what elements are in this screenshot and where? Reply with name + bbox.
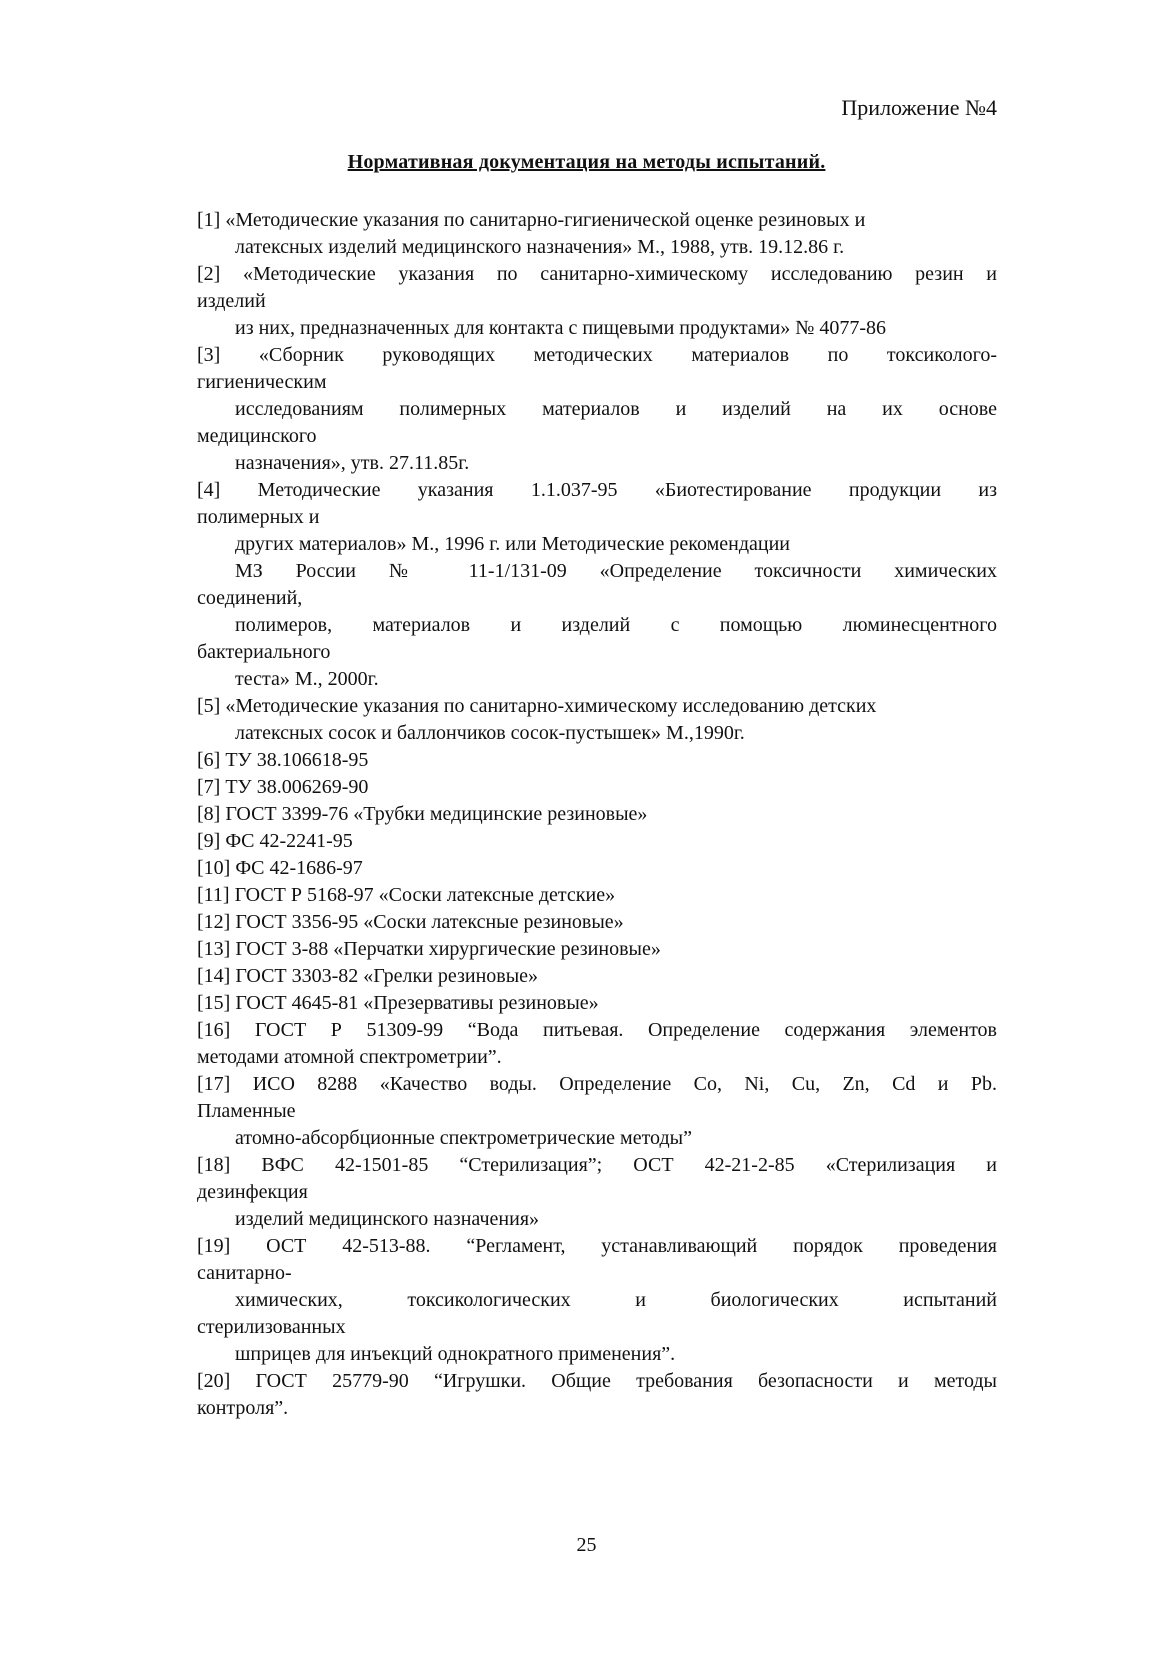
reference-line: [16] ГОСТ Р 51309-99 “Вода питьевая. Определение содержания элементов (197, 1019, 997, 1041)
reference-item (197, 855, 997, 882)
reference-line: Пламенные (197, 1100, 296, 1122)
reference-line: [11] ГОСТ Р 5168-97 «Соски латексные детские» (197, 884, 616, 906)
page-number: 25 (576, 1534, 597, 1556)
reference-line: назначения», утв. 27.11.85г. (235, 452, 470, 474)
reference-line: [8] ГОСТ 3399-76 «Трубки медицинские резиновые» (197, 803, 648, 825)
reference-line: химических, токсикологических и биологических испытаний (235, 1289, 997, 1311)
reference-line: [14] ГОСТ 3303-82 «Грелки резиновые» (197, 965, 539, 987)
reference-line: санитарно- (197, 1262, 292, 1284)
reference-line: [18] ВФС 42-1501-85 “Стерилизация”; ОСТ 42-21-2-85 «Стерилизация и (197, 1154, 997, 1176)
reference-line: [7] ТУ 38.006269-90 (197, 776, 369, 798)
reference-line: [17] ИСО 8288 «Качество воды. Определение Co, Ni, Cu, Zn, Cd и Pb. (197, 1073, 997, 1095)
reference-item (197, 936, 997, 963)
reference-item (197, 1233, 997, 1368)
reference-item (197, 882, 997, 909)
reference-item (197, 774, 997, 801)
reference-line: [10] ФС 42-1686-97 (197, 857, 363, 879)
reference-line: [2] «Методические указания по санитарно-химическому исследованию резин и (197, 263, 997, 285)
reference-line: латексных сосок и баллончиков сосок-пустышек» М.,1990г. (235, 722, 745, 744)
reference-item (197, 747, 997, 774)
reference-line: [4] Методические указания 1.1.037-95 «Биотестирование продукции из (197, 479, 997, 501)
reference-item (197, 801, 997, 828)
reference-item (197, 342, 997, 477)
reference-line: дезинфекция (197, 1181, 308, 1203)
reference-line: [12] ГОСТ 3356-95 «Соски латексные резиновые» (197, 911, 624, 933)
reference-item (197, 693, 997, 747)
reference-line: полимерных и (197, 506, 320, 528)
reference-line: [15] ГОСТ 4645-81 «Презервативы резиновые» (197, 992, 599, 1014)
reference-line: методами атомной спектрометрии”. (197, 1046, 502, 1068)
appendix-label: Приложение №4 (841, 95, 997, 120)
reference-item (197, 828, 997, 855)
reference-item (197, 1152, 997, 1233)
reference-item (197, 1017, 997, 1071)
reference-line: теста» М., 2000г. (235, 668, 379, 690)
reference-item (197, 261, 997, 342)
reference-line: атомно-абсорбционные спектрометрические методы” (235, 1127, 692, 1149)
reference-line: других материалов» М., 1996 г. или Методические рекомендации (235, 533, 790, 555)
reference-line: МЗ России № 11-1/131-09 «Определение токсичности химических (235, 560, 997, 582)
reference-line: бактериального (197, 641, 331, 663)
reference-line: изделий медицинского назначения» (235, 1208, 540, 1230)
reference-item (197, 1368, 997, 1422)
reference-line: стерилизованных (197, 1316, 346, 1338)
reference-line: медицинского (197, 425, 317, 447)
reference-line: [9] ФС 42-2241-95 (197, 830, 353, 852)
reference-item (197, 207, 997, 261)
reference-line: шприцев для инъекций однократного применения”. (235, 1343, 676, 1365)
reference-line: [1] «Методические указания по санитарно-гигиенической оценке резиновых и (197, 209, 866, 231)
reference-line: латексных изделий медицинского назначения» М., 1988, утв. 19.12.86 г. (235, 236, 845, 258)
reference-line: соединений, (197, 587, 303, 609)
reference-item (197, 963, 997, 990)
reference-line: полимеров, материалов и изделий с помощью люминесцентного (235, 614, 997, 636)
reference-line: [19] ОСТ 42-513-88. “Регламент, устанавливающий порядок проведения (197, 1235, 997, 1257)
reference-item (197, 990, 997, 1017)
reference-line: из них, предназначенных для контакта с пищевыми продуктами» № 4077-86 (235, 317, 886, 339)
reference-line: изделий (197, 290, 266, 312)
reference-line: гигиеническим (197, 371, 327, 393)
reference-item (197, 909, 997, 936)
reference-line: [6] ТУ 38.106618-95 (197, 749, 369, 771)
reference-line: [13] ГОСТ 3-88 «Перчатки хирургические резиновые» (197, 938, 661, 960)
reference-line: [3] «Сборник руководящих методических материалов по токсиколого- (197, 344, 997, 366)
reference-line: контроля”. (197, 1397, 289, 1419)
reference-list (197, 207, 997, 1422)
page-title: Нормативная документация на методы испытаний. (347, 151, 826, 173)
reference-line: [20] ГОСТ 25779-90 “Игрушки. Общие требования безопасности и методы (197, 1370, 997, 1392)
reference-item (197, 477, 997, 693)
reference-line: [5] «Методические указания по санитарно-химическому исследованию детских (197, 695, 877, 717)
reference-line: исследованиям полимерных материалов и изделий на их основе (235, 398, 997, 420)
reference-item (197, 1071, 997, 1152)
